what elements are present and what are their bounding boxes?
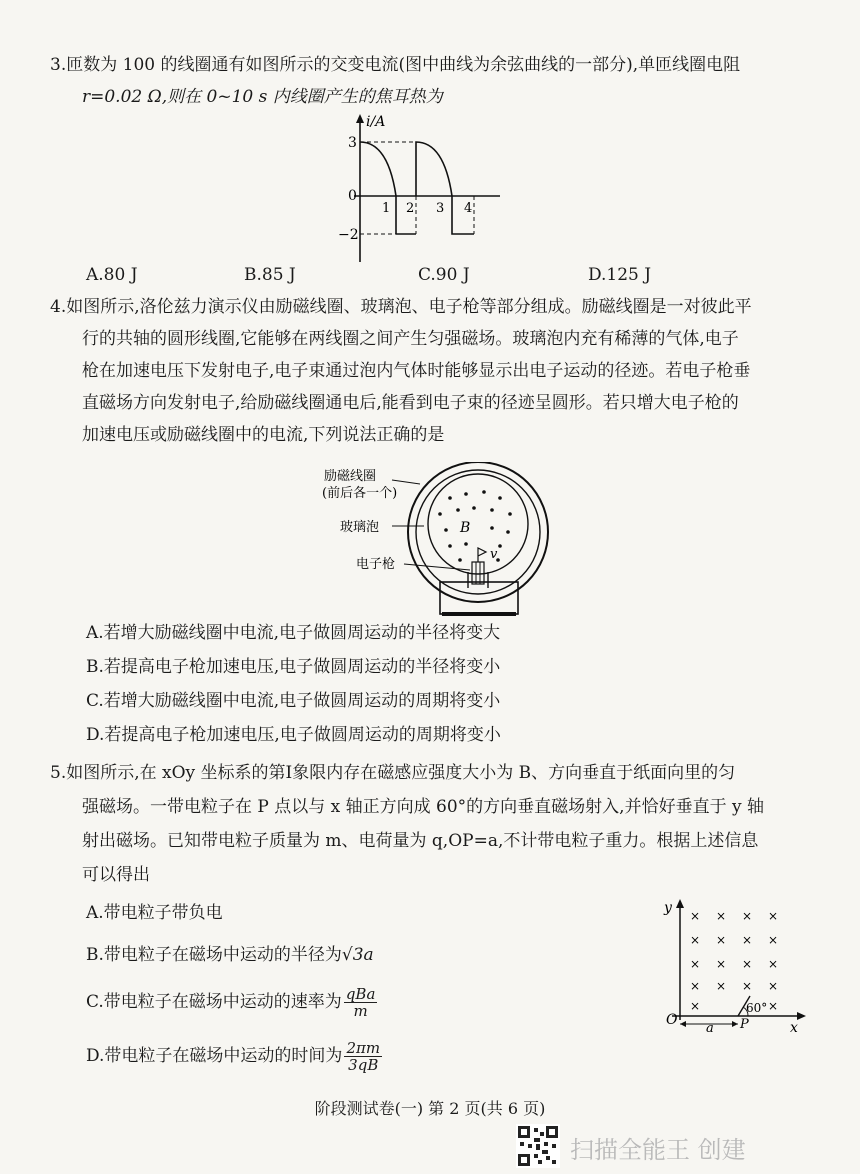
svg-text:×: × bbox=[690, 979, 701, 993]
q5-option-b bbox=[86, 944, 374, 966]
svg-text:×: × bbox=[716, 979, 727, 993]
label-gun: 电子枪 bbox=[356, 557, 396, 572]
svg-text:×: × bbox=[768, 909, 779, 923]
fig5-label-x: x bbox=[790, 1020, 798, 1036]
electron-gun-flag bbox=[478, 548, 486, 562]
page-footer: 阶段测试卷(一) 第 2 页(共 6 页) bbox=[314, 1099, 546, 1118]
q3-option-c: C.90 J bbox=[418, 265, 470, 285]
graph-xtick-2: 2 bbox=[406, 201, 415, 216]
label-coil-2: (前后各一个) bbox=[322, 486, 398, 501]
q3-line-2: r=0.02 Ω,则在 0~10 s 内线圈产生的焦耳热为 bbox=[82, 87, 443, 107]
q4-line-3: 枪在加速电压下发射电子,电子束通过泡内气体时能够显示出电子运动的径迹。若电子枪垂 bbox=[82, 361, 751, 381]
graph-curve-1 bbox=[360, 142, 396, 234]
label-bulb: 玻璃泡 bbox=[340, 520, 380, 535]
q5-line-1: 5.如图所示,在 xOy 坐标系的第Ⅰ象限内存在磁感应强度大小为 B、方向垂直于纸面向里的匀 bbox=[50, 763, 736, 783]
q4-line-5: 加速电压或励磁线圈中的电流,下列说法正确的是 bbox=[82, 425, 445, 445]
fig5-label-a: a bbox=[706, 1021, 714, 1036]
svg-text:×: × bbox=[690, 999, 701, 1013]
coil-inner-ring bbox=[416, 470, 540, 594]
svg-text:×: × bbox=[768, 999, 779, 1013]
fig5-x-arrow bbox=[797, 1012, 806, 1020]
q5-option-d-text: D.带电粒子在磁场中运动的时间为 bbox=[86, 1046, 343, 1066]
q4-option-b: B.若提高电子枪加速电压,电子做圆周运动的半径将变小 bbox=[86, 657, 501, 677]
leader-coil bbox=[392, 480, 420, 484]
q5-option-a: A.带电粒子带负电 bbox=[86, 903, 223, 923]
svg-text:×: × bbox=[768, 957, 779, 971]
label-b: B bbox=[460, 520, 471, 536]
svg-text:×: × bbox=[716, 933, 727, 947]
q5-magnetic-field-figure bbox=[650, 896, 810, 1036]
graph-xtick-1: 1 bbox=[382, 201, 391, 216]
scanner-watermark: 扫描全能王 创建 bbox=[570, 1136, 746, 1164]
graph-ytick-0: 0 bbox=[348, 188, 357, 204]
svg-text:×: × bbox=[690, 909, 701, 923]
fig5-label-o: O bbox=[666, 1012, 678, 1028]
svg-text:×: × bbox=[716, 957, 727, 971]
svg-text:×: × bbox=[716, 909, 727, 923]
q4-line-4: 直磁场方向发射电子,给励磁线圈通电后,能看到电子束的径迹呈圆形。若只增大电子枪的 bbox=[82, 393, 739, 413]
graph-ylabel: i/A bbox=[366, 114, 386, 130]
svg-text:×: × bbox=[742, 957, 753, 971]
graph-y-arrow bbox=[356, 114, 364, 123]
fig5-label-angle: 60° bbox=[746, 1001, 768, 1015]
q4-lorentz-apparatus bbox=[300, 462, 560, 622]
q5-option-d-fraction: $\frac{2\pi m}{3qB}$ bbox=[346, 1039, 381, 1074]
graph-curve-2 bbox=[416, 142, 474, 234]
graph-xtick-4: 4 bbox=[464, 201, 473, 216]
q5-line-2: 强磁场。一带电粒子在 P 点以与 x 轴正方向成 60°的方向垂直磁场射入,并恰好垂直于 y 轴 bbox=[82, 797, 764, 817]
q3-option-a: A.80 J bbox=[86, 265, 138, 285]
svg-text:×: × bbox=[768, 933, 779, 947]
q4-line-1: 4.如图所示,洛伦兹力演示仪由励磁线圈、玻璃泡、电子枪等部分组成。励磁线圈是一对彼此平 bbox=[50, 297, 752, 317]
electron-gun-body bbox=[472, 562, 484, 584]
graph-ytick-3: 3 bbox=[348, 135, 357, 151]
magnetic-field-dots bbox=[438, 490, 512, 562]
graph-xtick-3: 3 bbox=[436, 201, 445, 216]
svg-text:×: × bbox=[742, 909, 753, 923]
q5-option-c-fraction: $\frac{\text{qBa}}{m}$ bbox=[345, 985, 376, 1020]
fig5-label-p: P bbox=[740, 1017, 749, 1032]
svg-text:×: × bbox=[690, 933, 701, 947]
svg-text:×: × bbox=[742, 933, 753, 947]
q3-option-b: B.85 J bbox=[244, 265, 296, 285]
q3-option-d: D.125 J bbox=[588, 265, 652, 285]
q5-option-c-text: C.带电粒子在磁场中运动的速率为 bbox=[86, 992, 342, 1012]
q5-option-b-value: √3a bbox=[341, 945, 374, 965]
qr-code-icon bbox=[516, 1124, 560, 1168]
q5-option-d bbox=[86, 1040, 382, 1073]
q5-option-c bbox=[86, 986, 377, 1019]
svg-text:×: × bbox=[690, 957, 701, 971]
label-v: v bbox=[490, 547, 498, 562]
svg-text:×: × bbox=[742, 979, 753, 993]
leader-gun bbox=[404, 564, 470, 570]
q5-line-3: 射出磁场。已知带电粒子质量为 m、电荷量为 q,OP=a,不计带电粒子重力。根据上述信息 bbox=[82, 831, 759, 851]
q4-option-a: A.若增大励磁线圈中电流,电子做圆周运动的半径将变大 bbox=[86, 623, 501, 643]
q5-line-4: 可以得出 bbox=[82, 865, 150, 885]
fig5-y-arrow bbox=[676, 899, 684, 908]
fig5-field-crosses bbox=[690, 909, 778, 1013]
apparatus-base-foot bbox=[442, 612, 516, 616]
label-coil-1: 励磁线圈 bbox=[324, 469, 377, 484]
q4-line-2: 行的共轴的圆形线圈,它能够在两线圈之间产生匀强磁场。玻璃泡内充有稀薄的气体,电子 bbox=[82, 329, 739, 349]
q3-current-graph bbox=[330, 112, 510, 272]
q4-option-c: C.若增大励磁线圈中电流,电子做圆周运动的周期将变小 bbox=[86, 691, 501, 711]
q5-option-b-text: B.带电粒子在磁场中运动的半径为 bbox=[86, 945, 342, 965]
q4-option-d: D.若提高电子枪加速电压,电子做圆周运动的周期将变小 bbox=[86, 725, 501, 745]
svg-text:×: × bbox=[768, 979, 779, 993]
fig5-label-y: y bbox=[664, 900, 672, 916]
graph-ytick-neg2: −2 bbox=[338, 227, 359, 243]
q3-line-1: 3.匝数为 100 的线圈通有如图所示的交变电流(图中曲线为余弦曲线的一部分),单匝线圈电阻 bbox=[50, 55, 741, 75]
